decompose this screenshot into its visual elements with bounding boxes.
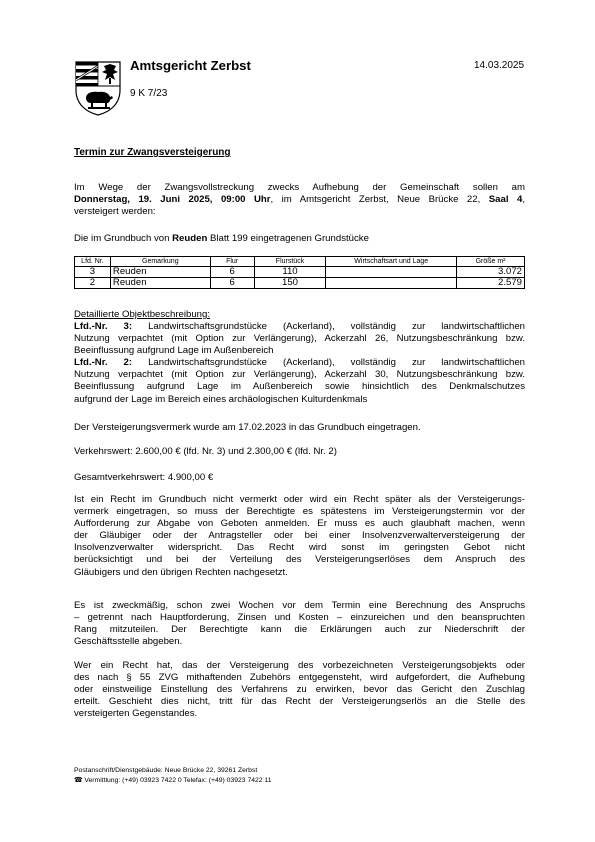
table-row [75, 278, 525, 289]
p3-line: oder einstweilige Einstellung des Verfahrens zu erwirken, bevor das Gericht den Zuschlag [74, 684, 525, 696]
item2-label: Lfd.-Nr. 2: [74, 357, 133, 369]
header-wirtschaftsart: Wirtschaftsart und Lage [326, 257, 457, 267]
cell-flur: 6 [210, 278, 254, 289]
header-flurstueck: Flurstück [254, 257, 326, 267]
paragraph-rights-registration [74, 494, 525, 579]
item2-line-2: Nutzung verpachtet (mit Option zur Verlängerung), Ackerzahl 30, Nutzungsbeschränkung bzw. [74, 369, 525, 381]
case-number: 9 K 7/23 [130, 88, 168, 99]
p1-line: berücksichtigt und bei der Verteilung des Versteigerungserlöses dem Anspruch des [74, 554, 525, 566]
vermerk-text: Der Versteigerungsvermerk wurde am 17.02.2023 in das Grundbuch eingetragen. [74, 422, 421, 433]
item2-line-1 [74, 357, 525, 369]
item2-text-1: Landwirtschaftsgrundstücke (Ackerland), vollständig zur landwirtschaftlichen [132, 357, 525, 369]
p1-line: Aufforderung zur Abgabe von Geboten anmelden. Er muss es auch glaubhaft machen, wenn [74, 518, 525, 530]
p3-line: erteilt. Geschieht dies nicht, tritt für das Recht der Versteigerungserlös an die Stelle des [74, 696, 525, 708]
cell-flurstueck: 150 [254, 278, 326, 289]
intro-line-2 [74, 194, 525, 206]
paragraph-opposing-rights [74, 660, 525, 720]
grundbuch-prefix: Die im Grundbuch von [74, 233, 173, 244]
p1-line: Insolvenzverwalter widerspricht. Das Recht wird sonst im geringsten Gebot nicht [74, 542, 525, 554]
cell-groesse: 3.072 [457, 267, 525, 278]
cell-gemarkung: Reuden [110, 278, 210, 289]
p3-line: versteigerten Gegenstandes. [74, 708, 198, 720]
p2-line: Es ist zweckmäßig, schon zwei Wochen vor dem Termin eine Berechnung des Anspruchs [74, 600, 525, 611]
p2-line: Geschäftsstelle abgeben. [74, 636, 183, 648]
cell-wirtschaftsart [326, 267, 457, 278]
item1-line-1 [74, 321, 525, 333]
document-heading: Termin zur Zwangsversteigerung [74, 147, 231, 158]
verkehrswert-text: Verkehrswert: 2.600,00 € (lfd. Nr. 3) und 2.300,00 € (lfd. Nr. 2) [74, 446, 337, 457]
p1-line: Ist ein Recht im Grundbuch nicht vermerkt oder wird ein Recht später als der Versteigerungs- [74, 494, 525, 505]
intro-line-1: Im Wege der Zwangsvollstreckung zwecks Aufhebung der Gemeinschaft sollen am [74, 182, 525, 193]
footer-address: Postanschrift/Dienstgebäude: Neue Brücke 22, 39261 Zerbst [74, 767, 258, 774]
auction-room: Saal 4 [488, 194, 523, 206]
p3-line: des nach § 55 ZVG mithaftenden Zubehörs entgegensteht, wird aufgefordert, die Aufhebung [74, 672, 525, 684]
intro-line-2-end: , [522, 194, 525, 206]
document-date: 14.03.2025 [474, 60, 525, 71]
grundbuch-suffix: Blatt 199 eingetragenen Grundstücke [207, 233, 369, 244]
intro-line-3: versteigert werden: [74, 206, 156, 218]
parcels-table [74, 256, 525, 289]
cell-flur: 6 [210, 267, 254, 278]
intro-paragraph [74, 182, 525, 218]
cell-wirtschaftsart [326, 278, 457, 289]
item1-line-3: Beeinflussung aufgrund Lage im Außenbereich [74, 345, 274, 357]
p3-line: Wer ein Recht hat, das der Versteigerung des vorbezeichneten Versteigerungsobjekts oder [74, 660, 525, 671]
cell-groesse: 2.579 [457, 278, 525, 289]
p1-line: der Gläubiger oder der Antragsteller oder bei einer Insolvenzverwalterversteigerung der [74, 530, 525, 542]
header-gemarkung: Gemarkung [110, 257, 210, 267]
table-row [75, 267, 525, 278]
footer [74, 766, 272, 785]
footer-phone: ☎ Vermittlung: (+49) 03923 7422 0 Telefax: (+49) 03923 7422 11 [74, 776, 272, 784]
cell-gemarkung: Reuden [110, 267, 210, 278]
court-name: Amtsgericht Zerbst [130, 58, 251, 73]
grundbuch-name: Reuden [172, 233, 208, 244]
item1-text-1: Landwirtschaftsgrundstücke (Ackerland), vollständig zur landwirtschaftlichen [132, 321, 525, 332]
item1-line-2: Nutzung verpachtet (mit Option zur Verlängerung), Ackerzahl 26, Nutzungsbeschränkung bzw. [74, 333, 525, 345]
auction-location: , im Amtsgericht Zerbst, Neue Brücke 22, [270, 194, 489, 206]
auction-date: Donnerstag, 19. Juni 2025, 09:00 Uhr [74, 194, 271, 206]
item2-line-3: Beeinflussung aufgrund Lage im Außenbereich sowie hinsichtlich des Denkmalschutzes [74, 381, 525, 393]
p2-line: – getrennt nach Hauptforderung, Zinsen und Kosten – einzureichen und den beanspruchten [74, 612, 525, 624]
object-description-heading: Detaillierte Objektbeschreibung: [74, 309, 210, 320]
p1-line: vermerk eingetragen, so muss der Berechtigte es spätestens im Versteigerungstermin vor der [74, 506, 525, 518]
paragraph-claim-calculation [74, 600, 525, 648]
p2-line: Rang mitzuteilen. Der Berechtigte kann die Erklärungen auch zur Niederschrift der [74, 624, 525, 636]
coat-of-arms-icon [74, 60, 122, 116]
cell-flurstueck: 110 [254, 267, 326, 278]
table-header-row [75, 257, 525, 267]
cell-lfd-nr: 2 [75, 278, 111, 289]
header-lfd-nr: Lfd. Nr. [75, 257, 111, 267]
item2-line-4: aufgrund der Lage im Bereich eines archäologischen Kulturdenkmals [74, 393, 368, 405]
object-description [74, 321, 525, 406]
p1-line: Gläubigers und den übrigen Rechten nachgesetzt. [74, 566, 288, 578]
cell-lfd-nr: 3 [75, 267, 111, 278]
grundbuch-line [74, 233, 369, 245]
header-flur: Flur [210, 257, 254, 267]
gesamtverkehrswert-text: Gesamtverkehrswert: 4.900,00 € [74, 472, 214, 483]
item1-label: Lfd.-Nr. 3: [74, 321, 133, 332]
header-groesse: Größe m² [457, 257, 525, 267]
